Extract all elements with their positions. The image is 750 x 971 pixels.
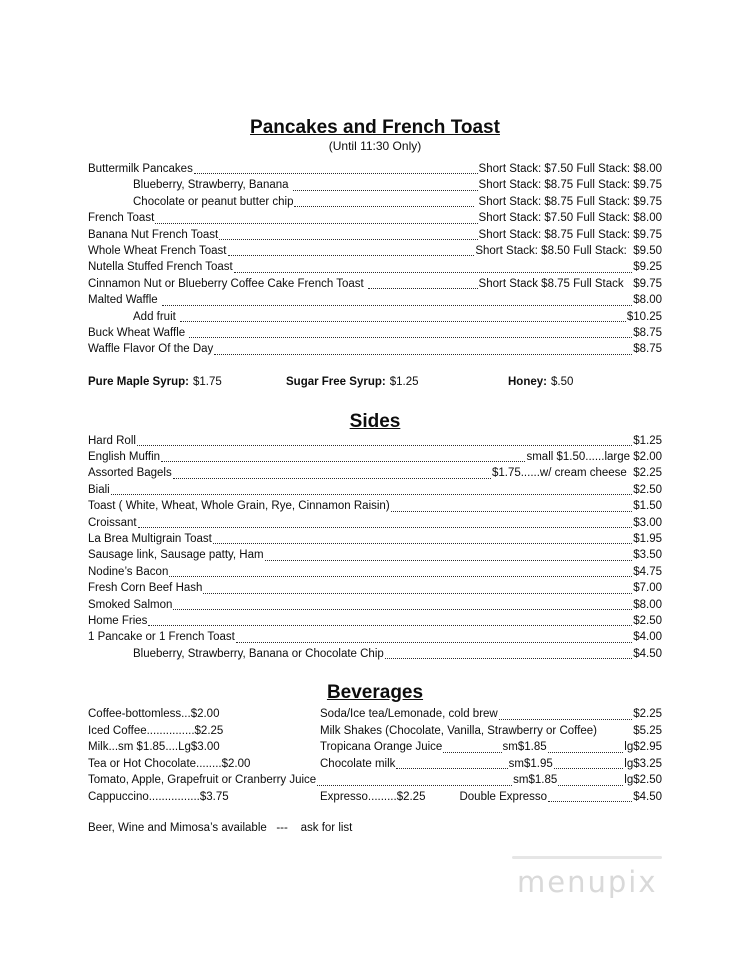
menu-text: $2.50 — [633, 483, 662, 496]
watermark-rule — [512, 856, 662, 859]
beverages-title: Beverages — [326, 682, 424, 704]
dot-leader — [155, 223, 477, 224]
section-beverages — [88, 681, 662, 805]
beverage-row — [88, 706, 662, 723]
menu-text: Tomato, Apple, Grapefruit or Cranberry Juice — [88, 774, 317, 787]
menu-line — [88, 433, 662, 449]
dot-leader — [554, 768, 624, 769]
dot-leader — [368, 288, 478, 289]
menu-text: Milk Shakes (Chocolate, Vanilla, Strawberry or Coffee) — [320, 724, 597, 737]
dot-leader — [548, 752, 624, 753]
dot-leader — [558, 785, 623, 786]
menu-text: $4.50 — [633, 790, 662, 803]
menu-text: Blueberry, Strawberry, Banana or Chocolate Chip — [133, 647, 384, 660]
menu-line — [88, 449, 662, 465]
section-sides — [88, 410, 662, 662]
menu-text: Nutella Stuffed French Toast — [88, 261, 233, 274]
dot-leader — [111, 494, 632, 495]
menu-text: Smoked Salmon — [88, 598, 173, 611]
beverage-right-cell — [320, 706, 662, 723]
dot-leader — [385, 658, 632, 659]
dot-leader — [137, 445, 632, 446]
menu-text: Toast ( White, Wheat, Whole Grain, Rye, Cinnamon Raisin) — [88, 500, 390, 513]
dot-leader — [443, 752, 501, 753]
dot-leader — [236, 642, 632, 643]
menu-text: $4.75 — [633, 565, 662, 578]
dot-leader — [391, 511, 633, 512]
menu-text: $9.25 — [633, 261, 662, 274]
menu-text: Hard Roll — [88, 434, 136, 447]
menu-text: $8.00 — [633, 598, 662, 611]
menu-line — [88, 194, 662, 210]
menu-line — [88, 259, 662, 275]
dot-leader — [548, 801, 632, 802]
footer-note: Beer, Wine and Mimosa’s available --- ask for list — [88, 822, 353, 835]
sides-title: Sides — [349, 410, 401, 432]
menu-text: $8.75 — [633, 326, 662, 339]
beverage-left-cell — [88, 723, 320, 740]
menu-text: Biali — [88, 483, 110, 496]
menu-text: Milk...sm $1.85....Lg$3.00 — [88, 741, 220, 754]
menu-text: Tea or Hot Chocolate........$2.00 — [88, 757, 251, 770]
menu-text: $10.25 — [626, 310, 662, 323]
syrup-price: $1.75 — [192, 375, 222, 388]
menu-text: La Brea Multigrain Toast — [88, 533, 212, 546]
menu-text: Buck Wheat Waffle — [88, 326, 189, 339]
dot-leader — [214, 354, 632, 355]
dot-leader — [148, 625, 632, 626]
menu-text: Buttermilk Pancakes — [88, 162, 193, 175]
syrup-label: Honey: — [508, 375, 547, 388]
beverage-right-cell — [320, 789, 662, 806]
menu-line — [88, 646, 662, 662]
section-pancakes — [88, 116, 662, 390]
menu-text: Whole Wheat French Toast — [88, 244, 227, 257]
menu-text: $7.00 — [633, 582, 662, 595]
pancakes-lines — [88, 161, 662, 358]
dot-leader — [219, 239, 477, 240]
menu-text: Assorted Bagels — [88, 467, 172, 480]
menu-text: English Muffin — [88, 451, 161, 464]
menu-line — [88, 465, 662, 481]
menu-text: Short Stack $8.75 Full Stack $9.75 — [478, 277, 662, 290]
menu-line — [88, 547, 662, 563]
beverage-left-cell — [88, 789, 320, 806]
menu-text: Short Stack: $7.50 Full Stack: $8.00 — [478, 212, 662, 225]
menu-text: Short Stack: $8.75 Full Stack: $9.75 — [475, 195, 662, 208]
menu-text: sm$1.85 — [513, 774, 558, 787]
menu-text: Coffee-bottomless...$2.00 — [88, 708, 220, 721]
menu-text: $4.50 — [633, 647, 662, 660]
menu-text: Iced Coffee...............$2.25 — [88, 724, 224, 737]
menu-text: Cinnamon Nut or Blueberry Coffee Cake French Toast — [88, 277, 367, 290]
menu-line — [88, 210, 662, 226]
menu-text: Cappuccino................$3.75 — [88, 790, 229, 803]
dot-leader — [173, 478, 491, 479]
beverage-row — [88, 739, 662, 756]
menu-text: Short Stack: $8.75 Full Stack: $9.75 — [478, 179, 662, 192]
pancakes-title: Pancakes and French Toast — [250, 117, 500, 138]
beverage-left-cell — [88, 706, 320, 723]
dot-leader — [161, 461, 525, 462]
menu-text: $3.50 — [633, 549, 662, 562]
menu-text: Add fruit — [133, 310, 180, 323]
menu-text: Home Fries — [88, 614, 148, 627]
menu-text: Short Stack: $7.50 Full Stack: $8.00 — [478, 162, 662, 175]
beverage-row — [88, 756, 662, 773]
dot-leader — [228, 255, 475, 256]
menu-text: $1.50 — [633, 500, 662, 513]
menu-line — [88, 613, 662, 629]
menu-text: $8.75 — [633, 343, 662, 356]
menu-line — [88, 177, 662, 193]
beverage-left-cell — [88, 756, 320, 773]
menu-text: Chocolate or peanut butter chip — [133, 195, 294, 208]
menu-text: $2.25 — [633, 708, 662, 721]
dot-leader — [213, 543, 632, 544]
menu-text: 1 Pancake or 1 French Toast — [88, 631, 235, 644]
menu-text: Expresso.........$2.25 — [320, 790, 426, 803]
menu-content — [88, 116, 662, 836]
menu-text: Tropicana Orange Juice — [320, 741, 443, 754]
dot-leader — [169, 576, 632, 577]
sides-lines — [88, 433, 662, 662]
menu-text: $2.50 — [633, 614, 662, 627]
menu-line — [88, 597, 662, 613]
menu-line — [88, 531, 662, 547]
menu-text: Soda/Ice tea/Lemonade, cold brew — [320, 708, 498, 721]
menu-text: Chocolate milk — [320, 757, 396, 770]
dot-leader — [194, 173, 478, 174]
menu-text: $1.95 — [633, 533, 662, 546]
dot-leader — [180, 321, 626, 322]
menu-line — [88, 580, 662, 596]
menu-line — [88, 243, 662, 259]
menu-line — [88, 482, 662, 498]
dot-leader — [162, 305, 632, 306]
syrup-price: $.50 — [550, 375, 574, 388]
menu-text: $3.00 — [633, 516, 662, 529]
beverage-right-cell — [320, 756, 662, 773]
beverage-left-cell — [88, 739, 320, 756]
menu-text: $5.25 — [633, 724, 662, 737]
syrup-price-row — [88, 374, 662, 390]
menu-text: Fresh Corn Beef Hash — [88, 582, 203, 595]
syrup-item-honey — [508, 374, 662, 390]
dot-leader — [396, 768, 507, 769]
menu-line — [88, 325, 662, 341]
menu-text: Malted Waffle — [88, 294, 161, 307]
beverage-row — [88, 723, 662, 740]
syrup-price: $1.25 — [389, 375, 419, 388]
menu-line — [88, 309, 662, 325]
menu-text: sm$1.95 — [508, 757, 553, 770]
menu-text: small $1.50......large $2.00 — [526, 451, 662, 464]
dot-leader — [317, 785, 512, 786]
beverages-rows — [88, 706, 662, 805]
menu-line — [88, 498, 662, 514]
menu-text: Croissant — [88, 516, 137, 529]
dot-leader — [138, 527, 633, 528]
menu-line — [88, 227, 662, 243]
syrup-item-sugarfree — [286, 374, 508, 390]
menu-text: Short Stack: $8.75 Full Stack: $9.75 — [478, 228, 662, 241]
dot-leader — [499, 719, 632, 720]
menupix-watermark: menupix — [517, 865, 658, 899]
beverage-right-cell — [320, 739, 662, 756]
beverage-row — [88, 772, 662, 789]
menu-text: Nodine’s Bacon — [88, 565, 169, 578]
menu-text: French Toast — [88, 212, 155, 225]
menu-text: $1.75......w/ cream cheese $2.25 — [491, 467, 662, 480]
syrup-label: Sugar Free Syrup: — [286, 375, 386, 388]
menu-line — [88, 564, 662, 580]
menu-text: Waffle Flavor Of the Day — [88, 343, 214, 356]
pancakes-subtitle: (Until 11:30 Only) — [328, 139, 422, 153]
menu-text: lg$3.25 — [624, 757, 662, 770]
menu-line — [88, 515, 662, 531]
dot-leader — [265, 560, 633, 561]
menu-text: $4.00 — [633, 631, 662, 644]
syrup-label: Pure Maple Syrup: — [88, 375, 189, 388]
beverage-row — [88, 789, 662, 806]
dot-leader — [234, 272, 633, 273]
menu-text: sm$1.85 — [502, 741, 547, 754]
menu-text: $1.25 — [633, 434, 662, 447]
beverage-right-cell — [320, 723, 662, 740]
menu-line — [88, 161, 662, 177]
dot-leader — [189, 337, 632, 338]
menu-text: $8.00 — [633, 294, 662, 307]
syrup-item-maple — [88, 374, 286, 390]
menu-text: lg$2.50 — [624, 774, 663, 787]
dot-leader — [203, 593, 632, 594]
menu-text: Sausage link, Sausage patty, Ham — [88, 549, 264, 562]
menu-text: Short Stack: $8.50 Full Stack: $9.50 — [475, 244, 662, 257]
menu-line — [88, 276, 662, 292]
dot-leader — [294, 206, 474, 207]
menu-line — [88, 629, 662, 645]
menu-text: Banana Nut French Toast — [88, 228, 219, 241]
dot-leader — [173, 609, 632, 610]
dot-leader — [293, 190, 478, 191]
menu-text: Blueberry, Strawberry, Banana — [133, 179, 292, 192]
menu-text: lg$2.95 — [624, 741, 662, 754]
menu-line — [88, 341, 662, 357]
menu-line — [88, 292, 662, 308]
menu-text: Double Expresso — [459, 790, 548, 803]
